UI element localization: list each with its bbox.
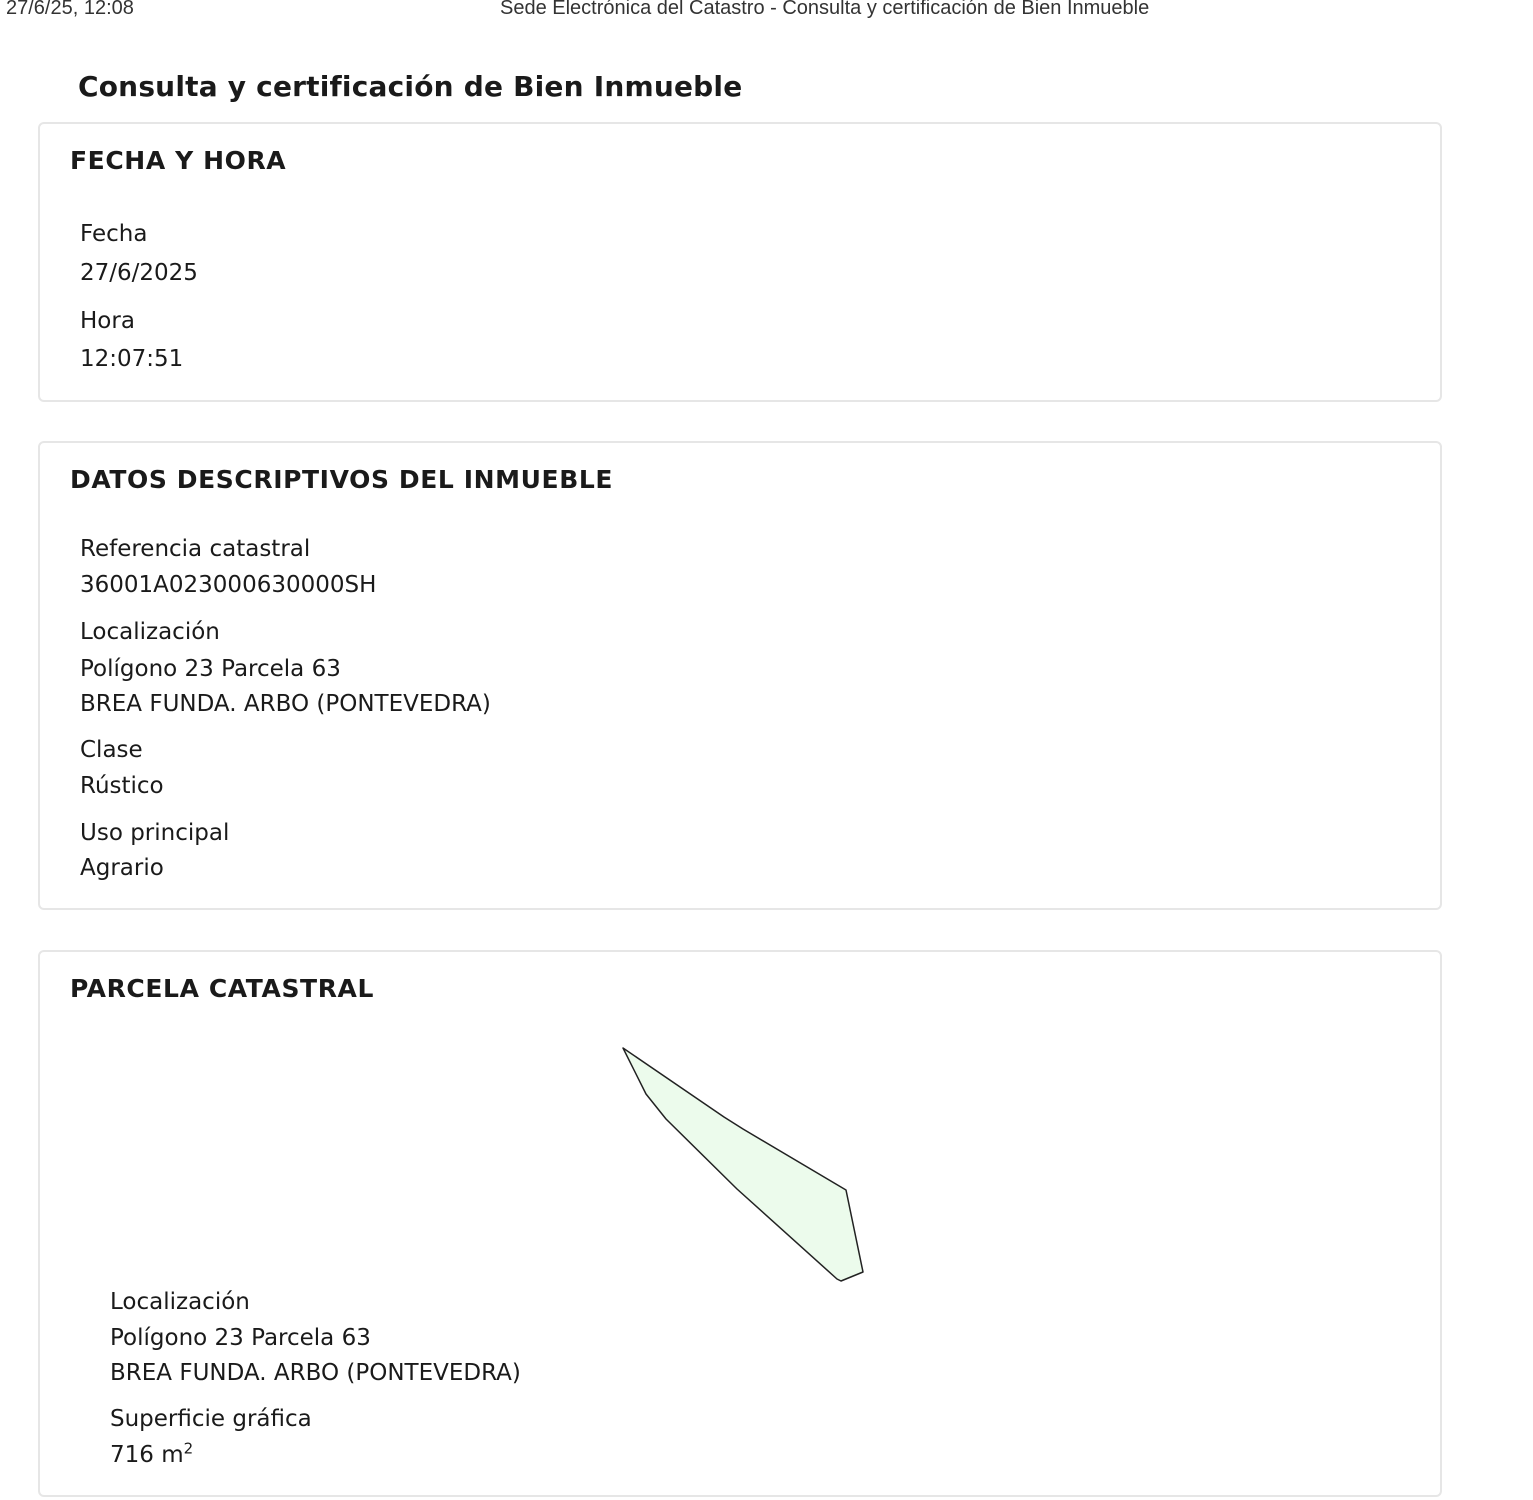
superficie-value (110, 1438, 193, 1473)
parcela-localizacion-label: Localización (110, 1289, 250, 1315)
hora-label: Hora (80, 308, 135, 334)
parcel-polygon (623, 1048, 863, 1281)
fecha-label: Fecha (80, 221, 148, 247)
hora-value: 12:07:51 (80, 346, 184, 372)
localizacion-label: Localización (80, 619, 220, 645)
referencia-label: Referencia catastral (80, 536, 311, 562)
parcela-catastral-title: PARCELA CATASTRAL (70, 974, 375, 1003)
print-title: Sede Electrónica del Catastro - Consulta y certificación de Bien Inmueble (500, 0, 1150, 19)
uso-value: Agrario (80, 855, 164, 881)
superficie-number: 716 m (110, 1442, 184, 1468)
uso-label: Uso principal (80, 820, 230, 846)
datos-descriptivos-title: DATOS DESCRIPTIVOS DEL INMUEBLE (70, 465, 614, 494)
referencia-value: 36001A023000630000SH (80, 572, 377, 598)
localizacion-line1: Polígono 23 Parcela 63 (80, 656, 341, 682)
clase-label: Clase (80, 737, 143, 763)
page-title: Consulta y certificación de Bien Inmueble (78, 70, 743, 103)
print-header (0, 0, 1533, 22)
print-datetime: 27/6/25, 12:08 (6, 0, 134, 19)
superficie-exponent: 2 (183, 1439, 194, 1458)
fecha-value: 27/6/2025 (80, 260, 198, 286)
datos-descriptivos-card (38, 441, 1442, 910)
parcela-catastral-card (38, 950, 1442, 1497)
fecha-hora-card (38, 122, 1442, 402)
localizacion-line2: BREA FUNDA. ARBO (PONTEVEDRA) (80, 691, 491, 717)
clase-value: Rústico (80, 773, 164, 799)
fecha-hora-title: FECHA Y HORA (70, 146, 287, 175)
parcela-localizacion-line1: Polígono 23 Parcela 63 (110, 1325, 371, 1351)
parcela-localizacion-line2: BREA FUNDA. ARBO (PONTEVEDRA) (110, 1360, 521, 1386)
superficie-label: Superficie gráfica (110, 1406, 312, 1432)
